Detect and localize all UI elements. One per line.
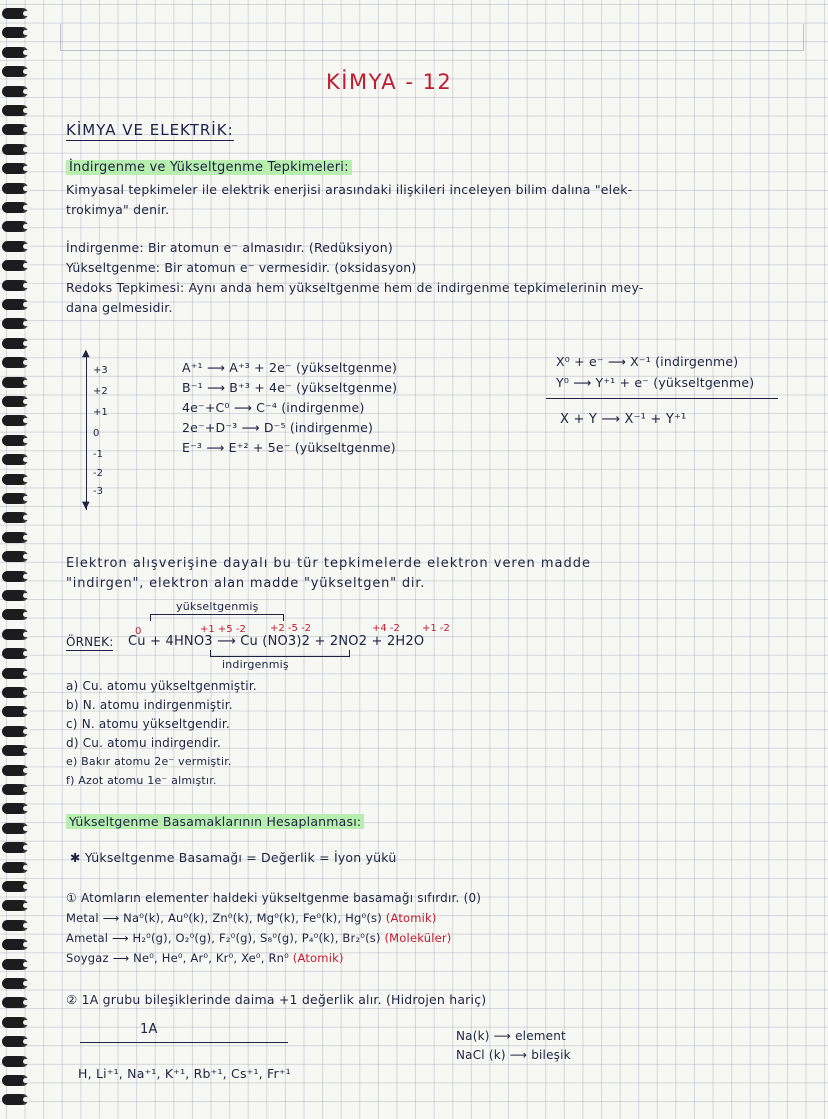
page-header-strip — [60, 24, 804, 51]
ametal-label: Ametal ⟶ — [66, 931, 129, 945]
spiral-ring-icon — [2, 163, 28, 174]
arrow-up-icon: ▲ — [82, 348, 90, 359]
spiral-ring-icon — [2, 900, 28, 911]
definition-term: Yükseltgenme: — [66, 260, 161, 275]
subheading-redox: İndirgenme ve Yükseltgenme Tepkimeleri: — [66, 160, 352, 175]
spiral-ring-icon — [2, 668, 28, 679]
spiral-ring-icon — [2, 842, 28, 853]
axis-label: +3 — [93, 365, 108, 376]
arrow-down-icon: ▼ — [82, 500, 90, 511]
formula-text: Yükseltgenme Basamağı = Değerlik = İyon yükü — [84, 850, 397, 865]
spiral-ring-icon — [2, 27, 28, 38]
spiral-ring-icon — [2, 532, 28, 543]
bracket-label-bottom: indirgenmiş — [222, 658, 289, 671]
spiral-ring-icon — [2, 939, 28, 950]
ametal-items: H₂⁰(g), O₂⁰(g), F₂⁰(g), S₈⁰(g), P₄⁰(k), Br₂⁰(s) — [132, 931, 381, 945]
electron-line-1: Elektron alışverişine dayalı bu tür tepkimelerde elektron veren madde — [66, 556, 591, 571]
section-title: KİMYA VE ELEKTRİK: — [66, 121, 234, 139]
answer-a: a) Cu. atomu yükseltgenmiştir. — [66, 679, 257, 693]
formula-line — [70, 850, 396, 866]
metal-items: Na⁰(k), Au⁰(k), Zn⁰(k), Mg⁰(k), Fe⁰(k), Hg⁰(s) — [123, 911, 382, 925]
spiral-ring-icon — [2, 260, 28, 271]
spiral-ring-icon — [2, 47, 28, 58]
definition-text: Bir atomun e⁻ almasıdır. (Redüksiyon) — [147, 240, 393, 255]
right-reaction-y: Y⁰ ⟶ Y⁺¹ + e⁻ (yükseltgenme) — [556, 375, 755, 390]
spiral-ring-icon — [2, 997, 28, 1008]
spiral-ring-icon — [2, 338, 28, 349]
spiral-ring-icon — [2, 706, 28, 717]
definition-term: Redoks Tepkimesi: — [66, 280, 185, 295]
spiral-ring-icon — [2, 862, 28, 873]
example-label: ÖRNEK: — [66, 635, 114, 649]
axis-label: 0 — [93, 428, 100, 439]
spiral-ring-icon — [2, 66, 28, 77]
na-note-compound: NaCl (k) ⟶ bileşik — [456, 1048, 571, 1062]
spiral-ring-icon — [2, 590, 28, 601]
ox-number: 0 — [135, 626, 142, 637]
definition-term: İndirgenme: — [66, 240, 144, 255]
spiral-ring-icon — [2, 784, 28, 795]
definition-oxidation — [66, 260, 417, 276]
subheading-oxidation-states: Yükseltgenme Basamaklarının Hesaplanması: — [66, 814, 364, 829]
answer-c: c) N. atomu yükseltgendir. — [66, 717, 230, 731]
spiral-ring-icon — [2, 629, 28, 640]
spiral-ring-icon — [2, 648, 28, 659]
spiral-ring-icon — [2, 241, 28, 252]
spiral-ring-icon — [2, 726, 28, 737]
spiral-ring-icon — [2, 609, 28, 620]
spiral-ring-icon — [2, 959, 28, 970]
spiral-ring-icon — [2, 571, 28, 582]
spiral-ring-icon — [2, 745, 28, 756]
soygaz-tag: (Atomik) — [292, 951, 344, 965]
spiral-ring-icon — [2, 978, 28, 989]
definition-reduction — [66, 240, 393, 256]
ametal-tag: (Moleküler) — [384, 931, 452, 945]
intro-line-2: trokimya" denir. — [66, 202, 170, 217]
ox-number: +4 -2 — [372, 623, 400, 634]
spiral-ring-icon — [2, 221, 28, 232]
intro-line-1: Kimyasal tepkimeler ile elektrik enerjisi arasındaki ilişkileri inceleyen bilim dalına "elek- — [66, 182, 633, 197]
answer-b: b) N. atomu indirgenmiştir. — [66, 698, 233, 712]
spiral-ring-icon — [2, 86, 28, 97]
group-underline — [80, 1042, 288, 1043]
reaction-a: A⁺¹ ⟶ A⁺³ + 2e⁻ (yükseltgenme) — [182, 360, 398, 375]
spiral-ring-icon — [2, 474, 28, 485]
spiral-ring-icon — [2, 280, 28, 291]
spiral-ring-icon — [2, 823, 28, 834]
metal-line — [66, 910, 437, 926]
spiral-ring-icon — [2, 415, 28, 426]
answer-d: d) Cu. atomu indirgendir. — [66, 736, 222, 750]
spiral-ring-icon — [2, 1075, 28, 1086]
metal-tag: (Atomik) — [385, 911, 437, 925]
axis-label: -3 — [93, 486, 103, 497]
spiral-ring-icon — [2, 881, 28, 892]
electron-line-2: "indirgen", elektron alan madde "yükseltgen" dir. — [66, 576, 426, 591]
axis-label: -1 — [93, 449, 103, 460]
spiral-ring-icon — [2, 454, 28, 465]
sum-line — [546, 398, 778, 399]
soygaz-items: Ne⁰, He⁰, Ar⁰, Kr⁰, Xe⁰, Rn⁰ — [133, 951, 289, 965]
spiral-ring-icon — [2, 1094, 28, 1105]
ox-number: +1 +5 -2 — [200, 624, 246, 635]
spiral-ring-icon — [2, 318, 28, 329]
rule-2: ② 1A grubu bileşiklerinde daima +1 değerlik alır. (Hidrojen hariç) — [66, 992, 487, 1007]
spiral-ring-icon — [2, 105, 28, 116]
group-label: 1A — [140, 1022, 158, 1037]
spiral-ring-icon — [2, 551, 28, 562]
reaction-d: 2e⁻+D⁻³ ⟶ D⁻⁵ (indirgenme) — [182, 420, 374, 435]
page-title: KİMYA - 12 — [326, 70, 453, 94]
soygaz-label: Soygaz ⟶ — [66, 951, 130, 965]
bottom-bracket — [210, 650, 350, 657]
answer-e: e) Bakır atomu 2e⁻ vermiştir. — [66, 755, 232, 768]
reaction-e: E⁻³ ⟶ E⁺² + 5e⁻ (yükseltgenme) — [182, 440, 396, 455]
ox-number: +2 -5 -2 — [270, 623, 312, 634]
example-equation: Cu + 4HNO3 ⟶ Cu (NO3)2 + 2NO2 + 2H2O — [128, 634, 425, 649]
answer-f: f) Azot atomu 1e⁻ almıştır. — [66, 774, 217, 787]
spiral-ring-icon — [2, 1036, 28, 1047]
right-reaction-x: X⁰ + e⁻ ⟶ X⁻¹ (indirgenme) — [556, 354, 739, 369]
metal-label: Metal ⟶ — [66, 911, 120, 925]
definition-text: Bir atomun e⁻ vermesidir. (oksidasyon) — [164, 260, 417, 275]
spiral-ring-icon — [2, 512, 28, 523]
spiral-ring-icon — [2, 920, 28, 931]
reaction-b: B⁻¹ ⟶ B⁺³ + 4e⁻ (yükseltgenme) — [182, 380, 398, 395]
spiral-ring-icon — [2, 687, 28, 698]
spiral-ring-icon — [2, 299, 28, 310]
spiral-ring-icon — [2, 144, 28, 155]
spiral-ring-icon — [2, 435, 28, 446]
top-bracket — [150, 614, 284, 621]
spiral-binding — [0, 0, 32, 1119]
right-reaction-sum: X + Y ⟶ X⁻¹ + Y⁺¹ — [560, 412, 687, 427]
spiral-ring-icon — [2, 202, 28, 213]
soygaz-line — [66, 950, 344, 966]
ox-number: +1 -2 — [422, 623, 450, 634]
spiral-ring-icon — [2, 1056, 28, 1067]
ametal-line — [66, 930, 452, 946]
definition-redox — [66, 280, 644, 296]
definition-text: Aynı anda hem yükseltgenme hem de indirgenme tepkimelerinin mey- — [188, 280, 644, 295]
bullet-icon: ✱ — [70, 850, 85, 865]
spiral-ring-icon — [2, 124, 28, 135]
rule-1: ① Atomların elementer haldeki yükseltgenme basamağı sıfırdır. (0) — [66, 891, 482, 905]
spiral-ring-icon — [2, 357, 28, 368]
spiral-ring-icon — [2, 377, 28, 388]
group-list: H, Li⁺¹, Na⁺¹, K⁺¹, Rb⁺¹, Cs⁺¹, Fr⁺¹ — [78, 1066, 291, 1081]
spiral-ring-icon — [2, 183, 28, 194]
reaction-c: 4e⁻+C⁰ ⟶ C⁻⁴ (indirgenme) — [182, 400, 365, 415]
axis-label: -2 — [93, 468, 103, 479]
oxidation-axis — [86, 352, 87, 510]
na-note-element: Na(k) ⟶ element — [456, 1029, 566, 1043]
spiral-ring-icon — [2, 8, 28, 19]
spiral-ring-icon — [2, 765, 28, 776]
spiral-ring-icon — [2, 493, 28, 504]
spiral-ring-icon — [2, 803, 28, 814]
spiral-ring-icon — [2, 1017, 28, 1028]
spiral-ring-icon — [2, 396, 28, 407]
redox-line-2: dana gelmesidir. — [66, 300, 173, 315]
axis-label: +1 — [93, 407, 108, 418]
axis-label: +2 — [93, 386, 108, 397]
bracket-label-top: yükseltgenmiş — [176, 600, 259, 613]
